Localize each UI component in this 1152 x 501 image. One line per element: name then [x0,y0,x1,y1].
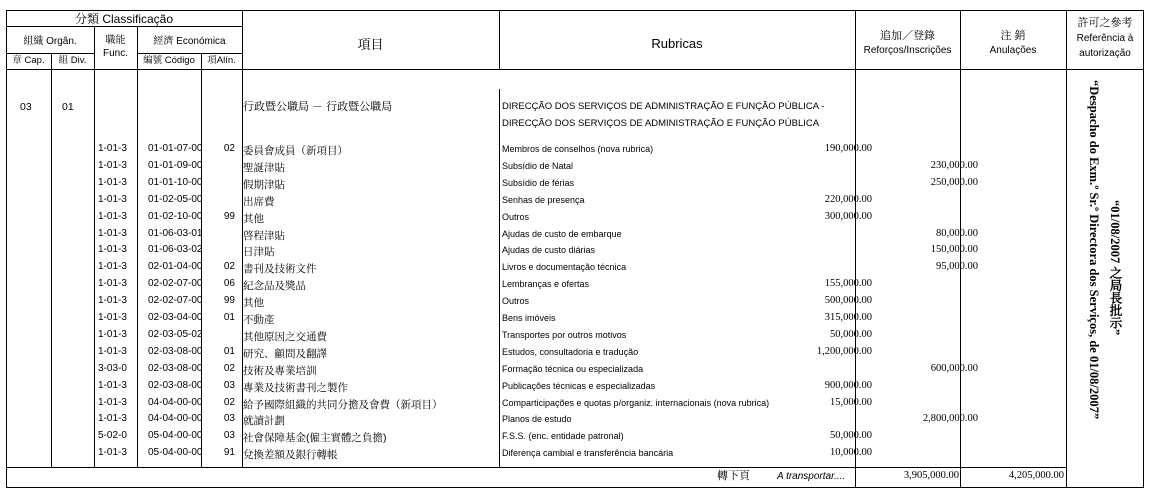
row-alin: 02 [223,362,235,374]
footer-divider [6,467,1066,468]
row-rubrica: Outros [502,211,530,222]
header-anulacoes: Anulações [989,45,1037,56]
row-rubrica: Estudos, consultadoria e tradução [502,346,639,357]
row-code: 04-04-00-00 [148,413,203,425]
row-reforco: 10,000.00 [830,447,872,459]
header-rubricas: Rubricas [651,36,703,51]
row-alin: 99 [223,210,235,222]
row-alin: 03 [223,413,235,425]
table-row [6,208,1066,225]
row-alin: 99 [223,295,235,307]
row-code: 01-01-07-00 [148,143,203,154]
table-row [6,394,1066,411]
row-code: 05-04-00-00 [148,447,203,459]
footer-transport-zh: 轉下頁 [717,470,750,482]
header-line [137,53,242,54]
row-func: 1-01-3 [98,447,127,459]
col-line [1066,10,1067,488]
row-code: 04-04-00-00 [148,396,203,408]
row-anulacao: 230,000.00 [930,159,978,171]
row-func: 1-01-3 [98,261,127,273]
row-func: 5-02-0 [98,430,127,442]
budget-table [6,10,1144,488]
row-code: 01-01-10-00 [148,176,203,188]
section-item: 行政暨公職局 － 行政暨公職局 [243,101,393,113]
header-organica: 組織 Orgân. [23,36,77,47]
row-func: 1-01-3 [98,345,127,357]
row-item: 不動產 [243,314,275,326]
row-item: 書刊及技術文件 [243,263,317,276]
row-reforco: 190,000.00 [824,143,872,154]
header-anulacoes-zh: 注 銷 [1000,30,1026,42]
row-code: 01-02-10-00 [148,210,203,222]
header-economica: 經濟 Económica [153,36,226,47]
row-func: 1-01-3 [98,295,127,307]
row-anulacao: 250,000.00 [930,176,978,188]
row-rubrica: Ajudas de custo diárias [502,245,596,256]
row-code: 02-02-07-00 [148,295,203,307]
row-code: 02-02-07-00 [148,278,203,290]
row-reforco: 500,000.00 [824,295,872,307]
row-anulacao: 150,000.00 [930,244,978,256]
row-reforco: 50,000.00 [830,430,872,442]
table-row [6,140,1066,157]
row-code: 01-01-09-00 [148,159,203,171]
footer-total-reforcos: 3,905,000.00 [903,470,959,481]
row-func: 1-01-3 [98,278,127,290]
row-item: 紀念品及獎品 [243,280,306,293]
row-alin: 02 [223,143,235,154]
header-line [6,26,242,27]
row-item: 聖誕津貼 [243,161,285,174]
row-item: 啓程津貼 [243,229,285,242]
row-code: 01-06-03-01 [148,227,203,239]
header-classificacao: 分類 Classificação [74,12,174,26]
row-code: 05-04-00-00 [148,430,203,442]
section-rubrica-2: DIRECÇÃO DOS SERVIÇOS DE ADMINISTRAÇÃO E FUNÇÃO PÚBLICA [502,118,820,129]
row-code: 02-03-05-02 [148,328,203,340]
header-funcional: Func. [102,48,128,59]
row-func: 1-01-3 [98,193,127,205]
table-row [6,157,1066,174]
row-rubrica: Planos de estudo [502,414,572,425]
table-border-right [1143,10,1144,488]
table-row [6,174,1066,191]
row-item: 社會保障基金(僱主實體之負擔) [243,432,387,445]
row-reforco: 900,000.00 [824,379,872,391]
table-row [6,258,1066,275]
row-rubrica: Ajudas de custo de embarque [502,228,622,239]
table-row [6,326,1066,343]
row-rubrica: Senhas de presença [502,194,585,205]
row-func: 1-01-3 [98,244,127,256]
row-rubrica: Diferença cambial e transferência bancária [502,448,674,459]
row-func: 1-01-3 [98,227,127,239]
row-rubrica: Outros [502,296,530,307]
row-rubrica: Subsídio de Natal [502,160,574,171]
row-code: 01-02-05-00 [148,193,203,205]
row-rubrica: Formação técnica ou especializada [502,363,644,374]
row-item: 技術及專業培訓 [243,364,317,377]
row-alin: 02 [223,396,235,408]
row-anulacao: 80,000.00 [936,227,978,239]
row-func: 1-01-3 [98,379,127,391]
row-func: 1-01-3 [98,159,127,171]
row-item: 委員會成員（新項目） [243,145,348,157]
table-row [6,191,1066,208]
row-reforco: 300,000.00 [824,210,872,222]
row-func: 3-03-0 [98,362,127,374]
row-rubrica: Comparticipações e quotas p/organiz. internacionais (nova rubrica) [502,397,770,408]
row-rubrica: Transportes por outros motivos [502,329,627,340]
footer-total-anulacoes: 4,205,000.00 [1008,470,1064,481]
row-func: 1-01-3 [98,413,127,425]
table-row [6,343,1066,360]
row-rubrica: Lembranças e ofertas [502,279,590,290]
table-row [6,444,1066,461]
row-rubrica: Publicações técnicas e especializadas [502,380,656,391]
row-rubrica: Bens imóveis [502,313,556,323]
row-func: 1-01-3 [98,176,127,188]
row-alin: 01 [223,312,235,323]
row-alin: 03 [223,430,235,442]
row-code: 02-03-08-00 [148,345,203,357]
row-func: 1-01-3 [98,143,127,154]
header-codigo: 編號 Código [143,55,195,66]
header-funcional-zh: 職能 [105,35,126,46]
row-code: 02-03-04-00 [148,312,203,323]
row-code: 02-03-08-00 [148,379,203,391]
row-rubrica: Livros e documentação técnica [502,262,627,273]
header-referencia-1: Referência à [1076,33,1134,44]
row-func: 1-01-3 [98,210,127,222]
section-rubrica-1: DIRECÇÃO DOS SERVIÇOS DE ADMINISTRAÇÃO E FUNÇÃO PÚBLICA - [502,101,825,112]
header-line [6,53,94,54]
row-reforco: 220,000.00 [824,193,872,205]
table-row [6,360,1066,377]
row-item: 出席費 [243,195,275,208]
row-item: 給予國際組織的共同分擔及會費（新項目） [243,398,443,411]
table-row [6,225,1066,242]
header-cap: 章 Cap. [12,55,45,66]
row-item: 其他 [243,212,264,225]
table-row [6,410,1066,427]
row-alin: 03 [223,379,235,391]
row-reforco: 155,000.00 [824,278,872,290]
row-code: 01-06-03-02 [148,244,203,256]
table-border-bottom [6,487,1144,488]
row-reforco: 315,000.00 [824,312,872,323]
authorization-note-zh: “01/08/2007 之局長批示” [1108,200,1122,336]
row-rubrica: Subsídio de férias [502,177,575,188]
header-referencia-zh: 許可之參考 [1077,17,1133,29]
row-anulacao: 2,800,000.00 [922,413,978,425]
row-item: 兌換差額及銀行轉帳 [243,449,338,462]
table-row [6,309,1066,326]
row-func: 1-01-3 [98,396,127,408]
row-alin: 01 [223,345,235,357]
row-alin: 06 [223,278,235,290]
table-row [6,427,1066,444]
header-divider [6,69,1144,70]
row-func: 1-01-3 [98,312,127,323]
header-div: 組 Div. [58,55,87,66]
row-rubrica: F.S.S. (enc. entidade patronal) [502,431,624,442]
row-alin: 02 [223,261,235,273]
table-row [6,377,1066,394]
header-referencia-2: autorização [1079,48,1131,59]
row-reforco: 50,000.00 [830,328,872,340]
row-rubrica: Membros de conselhos (nova rubrica) [502,144,654,154]
section-div: 01 [62,101,74,113]
row-item: 研究、顧問及翻譯 [243,347,327,360]
row-anulacao: 600,000.00 [930,362,978,374]
row-code: 02-03-08-00 [148,362,203,374]
row-item: 其他原因之交通費 [243,330,327,343]
row-item: 假期津貼 [243,178,285,191]
table-border-top [6,10,1144,11]
row-reforco: 1,200,000.00 [816,345,872,357]
row-item: 就讀計劃 [243,415,285,428]
table-row [6,275,1066,292]
row-item: 日津貼 [243,246,275,259]
table-row [6,292,1066,309]
header-reforcos: Reforços/Inscrições [863,45,952,56]
header-item: 項目 [357,37,384,52]
footer-transport: A transportar.... [777,471,846,482]
row-reforco: 15,000.00 [830,396,872,408]
row-code: 02-01-04-00 [148,261,203,273]
row-anulacao: 95,000.00 [936,261,978,273]
section-cap: 03 [20,101,32,113]
row-alin: 91 [223,447,235,459]
header-alin: 項Alín. [207,55,236,66]
row-item: 其他 [243,297,264,310]
row-func: 1-01-3 [98,328,127,340]
header-reforcos-zh: 追加／登錄 [880,30,935,42]
authorization-note: “Despacho do Exm.º Sr.º Directora dos Serviços, de 01/08/2007” [1087,80,1101,420]
row-item: 專業及技術書刊之製作 [243,381,348,394]
table-row [6,241,1066,258]
